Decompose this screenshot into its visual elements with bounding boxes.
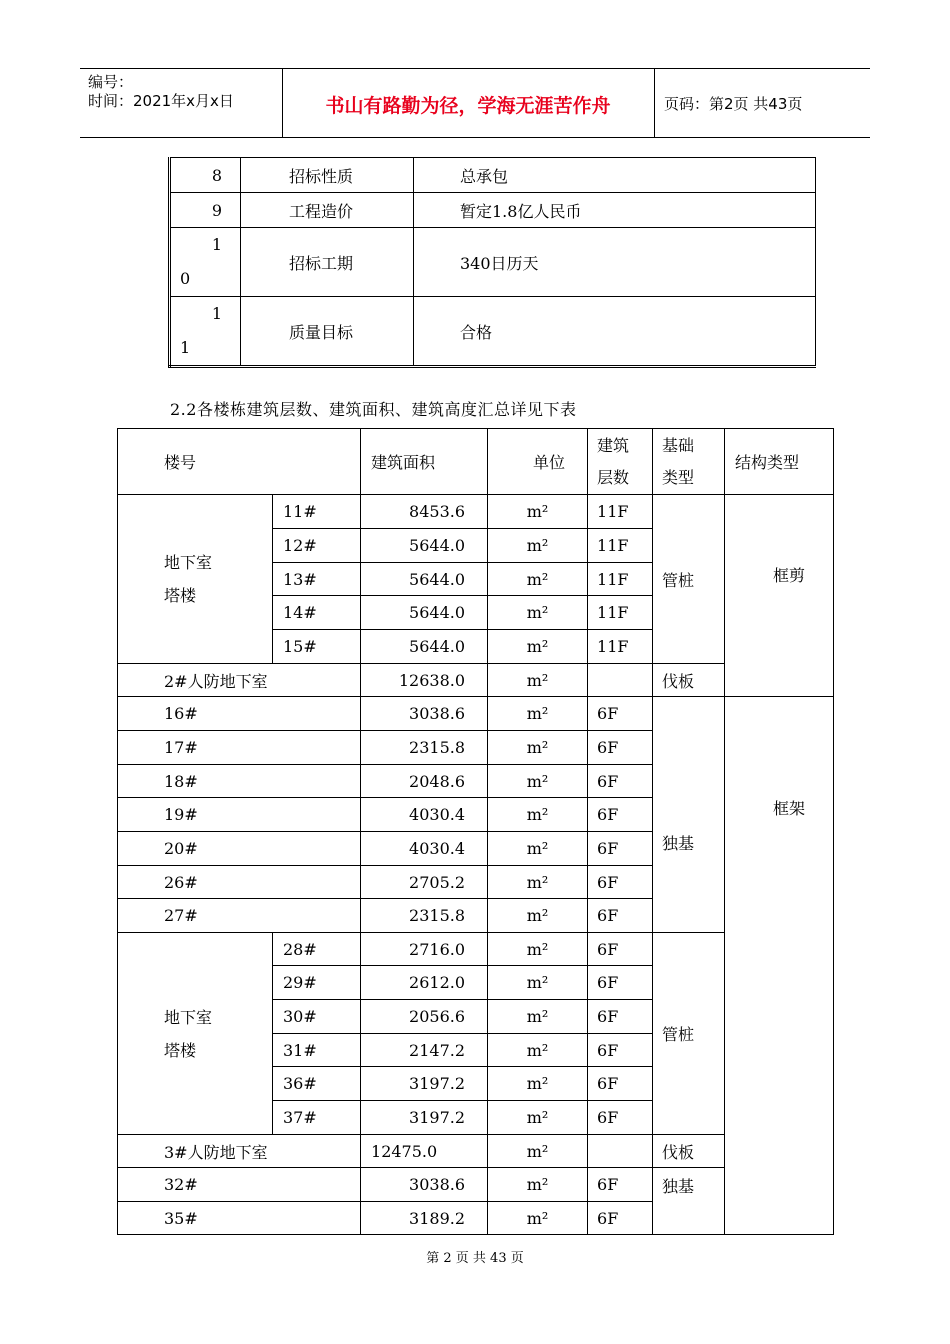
area-unit: m²	[488, 1168, 588, 1202]
row-label: 工程造价	[241, 193, 414, 228]
area-unit: m²	[488, 697, 588, 731]
building-area: 4030.4	[361, 798, 488, 832]
area-unit: m²	[488, 832, 588, 866]
header-unit: 单位	[488, 429, 588, 495]
header-motto: 书山有路勤为径，学海无涯苦作舟	[325, 95, 611, 117]
building-no: 18#	[118, 765, 361, 798]
floors	[588, 1135, 653, 1168]
floors: 6F	[588, 798, 653, 832]
row-value: 合格	[414, 297, 816, 367]
row-value: 总承包	[414, 158, 816, 193]
building-no: 17#	[118, 731, 361, 765]
header-foundation: 基础 类型	[653, 429, 725, 495]
area-unit: m²	[488, 966, 588, 1000]
row-label: 招标工期	[241, 228, 414, 297]
area-unit: m²	[488, 1067, 588, 1101]
floors: 11F	[588, 630, 653, 664]
page-footer: 第 2 页 共 43 页	[426, 1251, 524, 1266]
area-unit: m²	[488, 1135, 588, 1168]
table-row	[170, 158, 816, 193]
number-label: 编号：	[88, 73, 134, 91]
area-unit: m²	[488, 798, 588, 832]
foundation-type: 伐板	[653, 1135, 725, 1168]
foundation-type: 独基	[653, 697, 725, 933]
building-no: 16#	[118, 697, 361, 731]
page-header	[80, 68, 870, 138]
floors: 6F	[588, 1067, 653, 1101]
building-no: 28#	[273, 933, 361, 966]
building-area: 5644.0	[361, 596, 488, 630]
area-unit: m²	[488, 495, 588, 529]
row-value: 340日历天	[414, 228, 816, 297]
building-no: 35#	[118, 1202, 361, 1235]
foundation-type: 管桩	[653, 933, 725, 1135]
floors: 11F	[588, 529, 653, 563]
area-unit: m²	[488, 899, 588, 933]
floors: 6F	[588, 899, 653, 933]
building-area: 5644.0	[361, 563, 488, 596]
table-row	[118, 697, 834, 731]
building-no: 13#	[273, 563, 361, 596]
building-area: 8453.6	[361, 495, 488, 529]
floors: 6F	[588, 866, 653, 899]
area-unit: m²	[488, 866, 588, 899]
row-number: 8	[170, 158, 241, 193]
building-no: 36#	[273, 1067, 361, 1101]
area-unit: m²	[488, 933, 588, 966]
foundation-type: 独基	[653, 1168, 725, 1235]
floors: 6F	[588, 1000, 653, 1034]
building-no: 11#	[273, 495, 361, 529]
row-label: 招标性质	[241, 158, 414, 193]
area-unit: m²	[488, 630, 588, 664]
row-number: 9	[170, 193, 241, 228]
floors: 11F	[588, 563, 653, 596]
table-row	[170, 228, 816, 297]
building-no: 30#	[273, 1000, 361, 1034]
building-no: 31#	[273, 1034, 361, 1067]
building-no: 37#	[273, 1101, 361, 1135]
row-label: 质量目标	[241, 297, 414, 367]
area-unit: m²	[488, 1000, 588, 1034]
building-area: 2315.8	[361, 731, 488, 765]
row-number: 1 0	[170, 228, 241, 297]
building-area: 3038.6	[361, 1168, 488, 1202]
building-area: 3197.2	[361, 1101, 488, 1135]
header-page-info: 页码：第2页 共43页	[664, 95, 803, 113]
header-area: 建筑面积	[361, 429, 488, 495]
building-no: 20#	[118, 832, 361, 866]
foundation-type: 管桩	[653, 495, 725, 664]
section-caption: 2.2各楼栋建筑层数、建筑面积、建筑高度汇总详见下表	[170, 400, 577, 419]
area-unit: m²	[488, 1202, 588, 1235]
area-unit: m²	[488, 664, 588, 697]
building-no: 26#	[118, 866, 361, 899]
floors: 6F	[588, 966, 653, 1000]
building-no: 19#	[118, 798, 361, 832]
building-no: 29#	[273, 966, 361, 1000]
building-area: 12638.0	[361, 664, 488, 697]
time-label: 时间：2021年x月x日	[88, 92, 234, 110]
area-unit: m²	[488, 765, 588, 798]
floors: 6F	[588, 697, 653, 731]
building-area: 12475.0	[361, 1135, 488, 1168]
floors: 6F	[588, 1101, 653, 1135]
floors	[588, 664, 653, 697]
floors: 11F	[588, 596, 653, 630]
floors: 6F	[588, 832, 653, 866]
building-area: 2716.0	[361, 933, 488, 966]
building-area: 2056.6	[361, 1000, 488, 1034]
tender-info-table	[168, 157, 816, 368]
area-unit: m²	[488, 596, 588, 630]
building-area: 2705.2	[361, 866, 488, 899]
building-no: 27#	[118, 899, 361, 933]
building-summary-table	[117, 428, 834, 1235]
area-unit: m²	[488, 563, 588, 596]
header-divider	[654, 69, 655, 137]
header-floors: 建筑 层数	[588, 429, 653, 495]
floors: 6F	[588, 1202, 653, 1235]
area-unit: m²	[488, 731, 588, 765]
group-name: 地下室 塔楼	[118, 495, 273, 664]
floors: 11F	[588, 495, 653, 529]
building-area: 2315.8	[361, 899, 488, 933]
table-row	[118, 495, 834, 529]
floors: 6F	[588, 933, 653, 966]
row-number: 1 1	[170, 297, 241, 367]
building-no: 15#	[273, 630, 361, 664]
area-unit: m²	[488, 529, 588, 563]
floors: 6F	[588, 1168, 653, 1202]
header-building: 楼号	[118, 429, 361, 495]
area-unit: m²	[488, 1101, 588, 1135]
structure-type: 框剪	[725, 495, 834, 697]
building-no: 2#人防地下室	[118, 664, 361, 697]
building-no: 12#	[273, 529, 361, 563]
building-no: 3#人防地下室	[118, 1135, 361, 1168]
header-meta	[88, 73, 234, 111]
row-value: 暂定1.8亿人民币	[414, 193, 816, 228]
building-area: 3189.2	[361, 1202, 488, 1235]
group-name: 地下室 塔楼	[118, 933, 273, 1135]
floors: 6F	[588, 765, 653, 798]
table-row	[170, 193, 816, 228]
building-area: 2048.6	[361, 765, 488, 798]
floors: 6F	[588, 731, 653, 765]
building-area: 2147.2	[361, 1034, 488, 1067]
building-no: 14#	[273, 596, 361, 630]
building-area: 4030.4	[361, 832, 488, 866]
floors: 6F	[588, 1034, 653, 1067]
building-area: 5644.0	[361, 630, 488, 664]
building-area: 5644.0	[361, 529, 488, 563]
structure-type: 框架	[725, 697, 834, 1235]
building-area: 3197.2	[361, 1067, 488, 1101]
building-area: 3038.6	[361, 697, 488, 731]
area-unit: m²	[488, 1034, 588, 1067]
header-structure: 结构类型	[725, 429, 834, 495]
table-row	[170, 297, 816, 367]
building-area: 2612.0	[361, 966, 488, 1000]
table-header-row	[118, 429, 834, 495]
building-no: 32#	[118, 1168, 361, 1202]
foundation-type: 伐板	[653, 664, 725, 697]
